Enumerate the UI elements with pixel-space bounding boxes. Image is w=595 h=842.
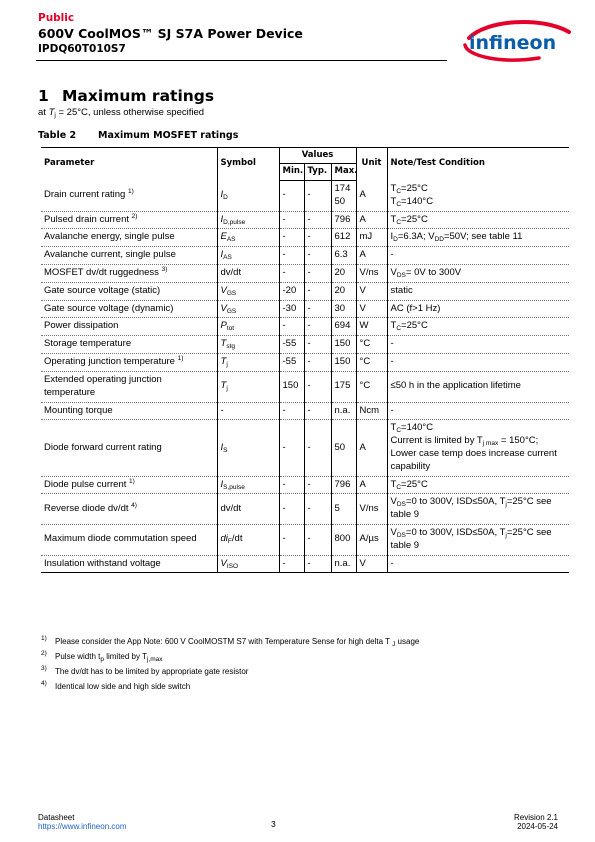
section-heading — [38, 87, 214, 105]
row-note: $I_D=6.3A$; $V_{DD}=50V$; see table 11 — [387, 229, 569, 247]
row-note: $T_C=25^\circ C$ $T_C=140^\circ C$ — [387, 180, 569, 211]
header-min: Min. — [279, 164, 304, 180]
row-parameter: Pulsed drain current $^{2)}$ — [41, 211, 217, 229]
table-row — [41, 371, 569, 402]
row-typ: - — [304, 494, 331, 525]
row-max: 796 — [331, 211, 356, 229]
table-row — [41, 229, 569, 247]
row-max: 800 — [331, 525, 356, 556]
row-parameter: Maximum diode commutation speed — [41, 525, 217, 556]
row-symbol: - — [217, 402, 279, 420]
row-unit: W — [356, 318, 387, 336]
footer-right — [480, 813, 558, 831]
header-rule — [36, 60, 447, 61]
footnote-number: 2) — [41, 650, 47, 657]
row-symbol: $T_j$ — [217, 354, 279, 372]
row-min: - — [279, 180, 304, 211]
classification-label: Public — [38, 12, 75, 24]
row-max: 694 — [331, 318, 356, 336]
row-symbol: $I_{D,pulse}$ — [217, 211, 279, 229]
infineon-logo — [461, 18, 573, 64]
row-max: 175 — [331, 371, 356, 402]
row-note: $T_C=25^\circ C$ — [387, 476, 569, 494]
row-min: - — [279, 229, 304, 247]
footer-url-link[interactable]: https://www.infineon.com — [38, 822, 127, 831]
row-note: $T_C=140^\circ C$ Current is limited by $T_{j max} = 150^\circ C$; Lower case temp does increase current capability — [387, 420, 569, 476]
footnote-number: 4) — [41, 680, 47, 687]
row-max: 150 — [331, 354, 356, 372]
row-min: 150 — [279, 371, 304, 402]
row-unit: A — [356, 420, 387, 476]
header-typ: Typ. — [304, 164, 331, 180]
footnotes — [41, 637, 561, 697]
footnote-text: Pulse width $t_p$ limited by $T_{j,max}$ — [55, 652, 163, 663]
row-parameter: Gate source voltage (static) — [41, 282, 217, 300]
row-max: 20 — [331, 265, 356, 283]
row-min: - — [279, 525, 304, 556]
table-row — [41, 402, 569, 420]
footnote — [41, 682, 561, 697]
row-parameter: Gate source voltage (dynamic) — [41, 300, 217, 318]
row-typ: - — [304, 336, 331, 354]
row-symbol: $I_S$ — [217, 420, 279, 476]
row-typ: - — [304, 300, 331, 318]
table-row — [41, 525, 569, 556]
row-typ: - — [304, 265, 331, 283]
table-row — [41, 265, 569, 283]
header-max: Max. — [331, 164, 356, 180]
table-row — [41, 336, 569, 354]
footnote — [41, 637, 561, 652]
row-max: n.a. — [331, 555, 356, 573]
row-note: - — [387, 402, 569, 420]
row-unit: Ncm — [356, 402, 387, 420]
part-number: IPDQ60T010S7 — [38, 43, 126, 55]
row-unit: A — [356, 180, 387, 211]
row-unit: V — [356, 555, 387, 573]
section-condition: at $T_j = 25^\circ C$, unless otherwise specified — [38, 107, 205, 119]
row-max: 20 — [331, 282, 356, 300]
table-row — [41, 247, 569, 265]
header-parameter: Parameter — [41, 148, 217, 181]
row-note: - — [387, 555, 569, 573]
footnote — [41, 667, 561, 682]
row-min: -20 — [279, 282, 304, 300]
table-row — [41, 211, 569, 229]
row-min: -30 — [279, 300, 304, 318]
row-parameter: Mounting torque — [41, 402, 217, 420]
row-min: - — [279, 211, 304, 229]
row-typ: - — [304, 318, 331, 336]
row-symbol: $T_j$ — [217, 371, 279, 402]
row-typ: - — [304, 555, 331, 573]
row-note: $T_C=25^\circ C$ — [387, 318, 569, 336]
page-number: 3 — [271, 819, 276, 829]
table-row — [41, 494, 569, 525]
row-parameter: Extended operating junction temperature — [41, 371, 217, 402]
row-parameter: Avalanche energy, single pulse — [41, 229, 217, 247]
table-row — [41, 180, 569, 211]
row-symbol: $di_F/dt$ — [217, 525, 279, 556]
row-note: - — [387, 336, 569, 354]
row-max: n.a. — [331, 402, 356, 420]
row-note: ≤50 h in the application lifetime — [387, 371, 569, 402]
row-min: - — [279, 555, 304, 573]
row-parameter: Storage temperature — [41, 336, 217, 354]
row-max: 150 — [331, 336, 356, 354]
row-parameter: Avalanche current, single pulse — [41, 247, 217, 265]
row-typ: - — [304, 402, 331, 420]
row-unit: °C — [356, 371, 387, 402]
row-parameter: Power dissipation — [41, 318, 217, 336]
row-symbol: $E_{AS}$ — [217, 229, 279, 247]
row-typ: - — [304, 211, 331, 229]
row-note: $V_{DS}=0$ to 300V, ISD≤50A, $T_j=25^\circ C$ see table 9 — [387, 525, 569, 556]
table-row — [41, 555, 569, 573]
row-max: 50 — [331, 420, 356, 476]
footer-left — [38, 813, 126, 831]
max-ratings-table — [41, 147, 569, 573]
row-unit: V/ns — [356, 265, 387, 283]
footer-doc-type: Datasheet — [38, 813, 75, 822]
row-note: - — [387, 354, 569, 372]
footer-date: 2024-05-24 — [517, 822, 558, 831]
row-symbol: $I_D$ — [217, 180, 279, 211]
row-typ: - — [304, 525, 331, 556]
row-parameter: Diode forward current rating — [41, 420, 217, 476]
row-symbol: dv/dt — [217, 494, 279, 525]
section-title: Maximum ratings — [62, 87, 215, 105]
row-parameter: Reverse diode dv/dt $^{4)}$ — [41, 494, 217, 525]
row-parameter: MOSFET dv/dt ruggedness $^{3)}$ — [41, 265, 217, 283]
row-symbol: $V_{GS}$ — [217, 282, 279, 300]
row-unit: A — [356, 247, 387, 265]
row-typ: - — [304, 371, 331, 402]
row-unit: V/ns — [356, 494, 387, 525]
table-row — [41, 318, 569, 336]
row-note: AC (f>1 Hz) — [387, 300, 569, 318]
row-typ: - — [304, 247, 331, 265]
table-row — [41, 420, 569, 476]
row-unit: V — [356, 300, 387, 318]
row-unit: A — [356, 476, 387, 494]
table-body — [41, 180, 569, 573]
row-typ: - — [304, 282, 331, 300]
row-parameter: Diode pulse current $^{1)}$ — [41, 476, 217, 494]
row-typ: - — [304, 420, 331, 476]
row-typ: - — [304, 229, 331, 247]
footnote-text: Please consider the App Note: 600 V CoolMOSTM S7 with Temperature Sense for high delta T $_J$ usage — [55, 637, 420, 648]
header-unit: Unit — [356, 148, 387, 181]
table-caption — [38, 130, 238, 141]
row-symbol: dv/dt — [217, 265, 279, 283]
row-symbol: $P_{tot}$ — [217, 318, 279, 336]
row-symbol: $I_{AS}$ — [217, 247, 279, 265]
table-title: Maximum MOSFET ratings — [98, 130, 239, 141]
row-min: - — [279, 318, 304, 336]
section-number: 1 — [38, 87, 49, 105]
row-unit: V — [356, 282, 387, 300]
row-unit: A — [356, 211, 387, 229]
row-max: 174 50 — [331, 180, 356, 211]
footnote-text: The dv/dt has to be limited by appropriate gate resistor — [55, 667, 249, 676]
header-note: Note/Test Condition — [387, 148, 569, 181]
row-parameter: Operating junction temperature $^{1)}$ — [41, 354, 217, 372]
row-max: 6.3 — [331, 247, 356, 265]
row-typ: - — [304, 354, 331, 372]
table-row — [41, 300, 569, 318]
row-min: - — [279, 476, 304, 494]
row-min: - — [279, 420, 304, 476]
row-typ: - — [304, 476, 331, 494]
footnote-number: 3) — [41, 665, 47, 672]
row-min: -55 — [279, 336, 304, 354]
svg-text:infineon: infineon — [469, 32, 557, 54]
footnote-text: Identical low side and high side switch — [55, 682, 191, 691]
row-min: - — [279, 265, 304, 283]
row-typ: - — [304, 180, 331, 211]
footer-revision: Revision 2.1 — [513, 813, 558, 822]
row-note: $V_{DS}=0$ to 300V, ISD≤50A, $T_j=25^\circ C$ see table 9 — [387, 494, 569, 525]
row-symbol: $I_{S,pulse}$ — [217, 476, 279, 494]
row-max: 796 — [331, 476, 356, 494]
row-unit: °C — [356, 354, 387, 372]
row-max: 30 — [331, 300, 356, 318]
row-unit: °C — [356, 336, 387, 354]
row-symbol: $V_{GS}$ — [217, 300, 279, 318]
header-values: Values — [279, 148, 356, 164]
table-row — [41, 282, 569, 300]
row-max: 612 — [331, 229, 356, 247]
table-row — [41, 476, 569, 494]
row-symbol: $V_{ISO}$ — [217, 555, 279, 573]
row-parameter: Insulation withstand voltage — [41, 555, 217, 573]
header-symbol: Symbol — [217, 148, 279, 181]
document-title: 600V CoolMOS™ SJ S7A Power Device — [38, 26, 303, 41]
row-note: $T_C=25^\circ C$ — [387, 211, 569, 229]
row-max: 5 — [331, 494, 356, 525]
footnote-number: 1) — [41, 635, 47, 642]
row-min: - — [279, 402, 304, 420]
footnote — [41, 652, 561, 667]
row-min: - — [279, 247, 304, 265]
row-symbol: $T_{stg}$ — [217, 336, 279, 354]
row-parameter: Drain current rating $^{1)}$ — [41, 180, 217, 211]
table-row — [41, 354, 569, 372]
row-min: - — [279, 494, 304, 525]
row-unit: mJ — [356, 229, 387, 247]
row-note: static — [387, 282, 569, 300]
row-unit: A/µs — [356, 525, 387, 556]
table-number: Table 2 — [38, 130, 77, 141]
row-note: $V_{DS}= 0V$ to 300V — [387, 265, 569, 283]
row-note: - — [387, 247, 569, 265]
row-min: -55 — [279, 354, 304, 372]
